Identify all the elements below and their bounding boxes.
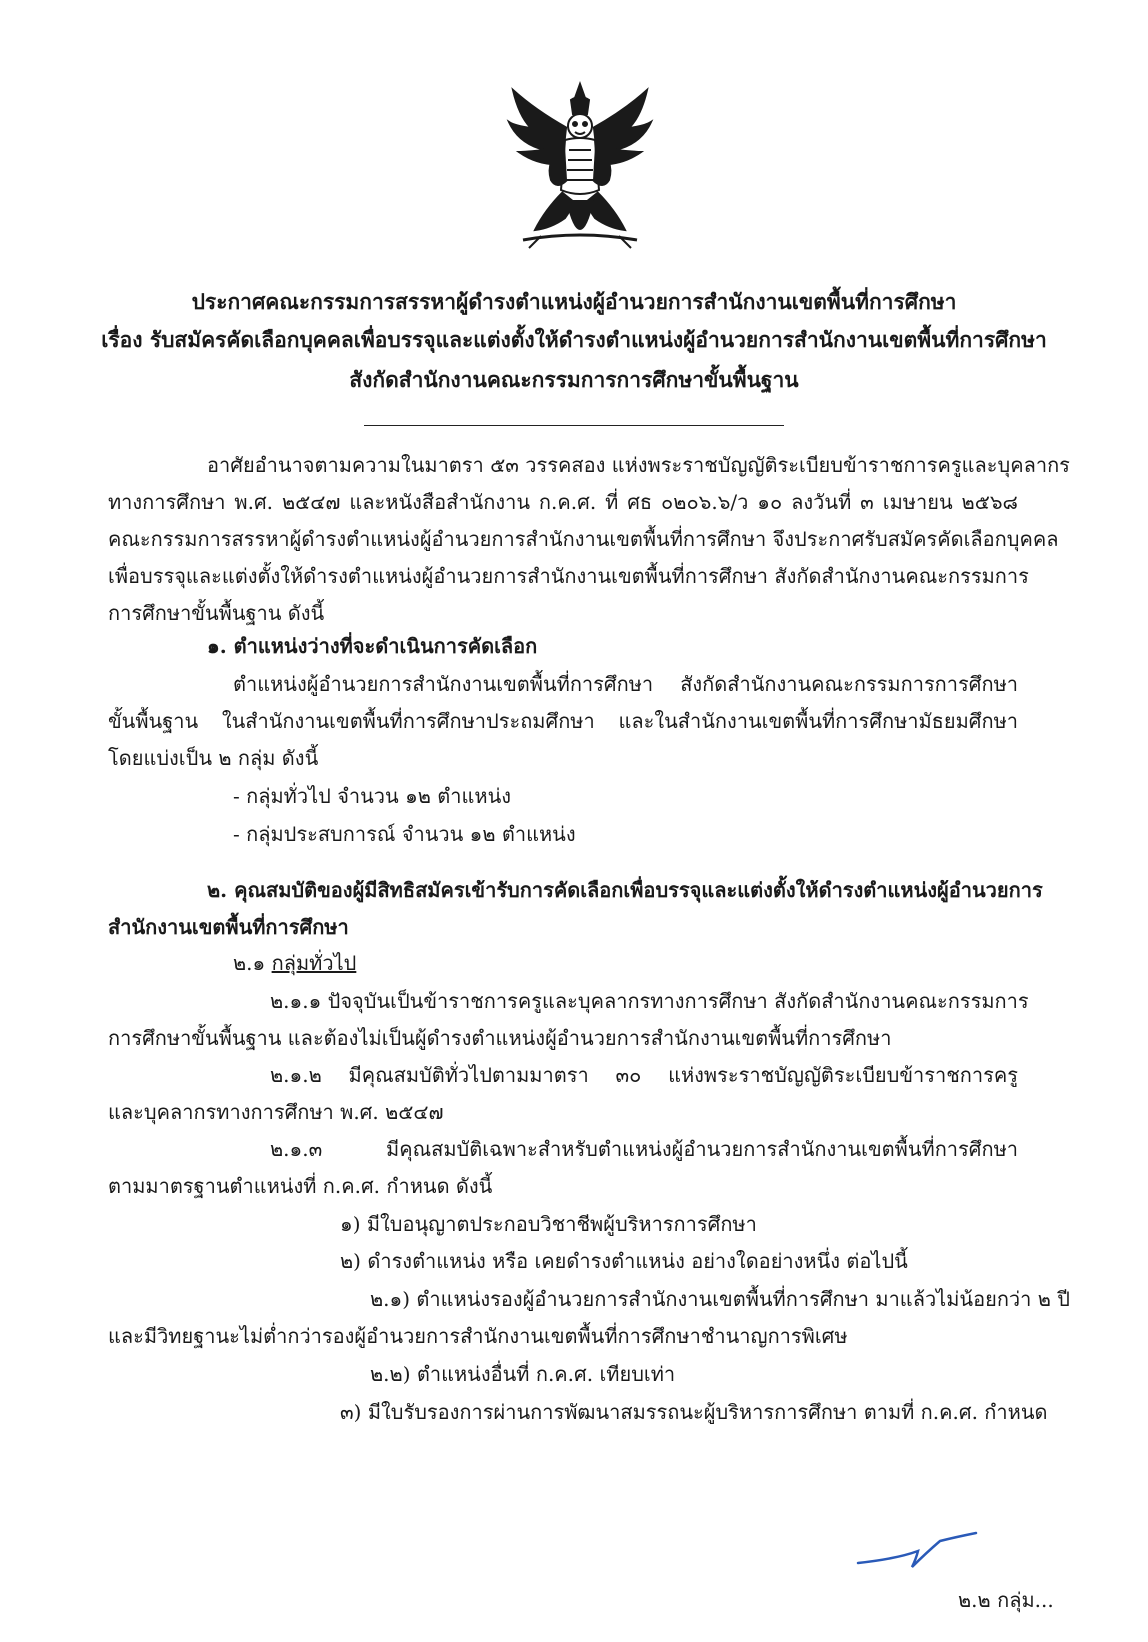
subsection-number: ๒.๑ [233,951,266,975]
qualification-2: ๒) ดำรงตำแหน่ง หรือ เคยดำรงตำแหน่ง อย่างใดอย่างหนึ่ง ต่อไปนี้ [340,1249,908,1273]
subsection-label: กลุ่มทั่วไป [271,951,357,975]
clause-2-1-2-line-1: ๒.๑.๒ มีคุณสมบัติทั่วไปตามมาตรา ๓๐ แห่งพระราชบัญญัติระเบียบข้าราชการครู [270,1063,1018,1087]
section-1-heading: ๑. ตำแหน่งว่างที่จะดำเนินการคัดเลือก [207,634,538,658]
clause-2-1-1-line-2: การศึกษาขั้นพื้นฐาน และต้องไม่เป็นผู้ดำรงตำแหน่งผู้อำนวยการสำนักงานเขตพื้นที่การศึกษา [108,1026,892,1050]
continuation-note: ๒.๒ กลุ่ม... [958,1588,1054,1612]
intro-line-3: คณะกรรมการสรรหาผู้ดำรงตำแหน่งผู้อำนวยการสำนักงานเขตพื้นที่การศึกษา จึงประกาศรับสมัครคัดเลือกบุคคล [108,527,1059,551]
subsection-2-1 [233,945,356,981]
qualification-2-1-line-2: และมีวิทยฐานะไม่ต่ำกว่ารองผู้อำนวยการสำนักงานเขตพื้นที่การศึกษาชำนาญการพิเศษ [108,1324,848,1348]
garuda-emblem [505,80,655,258]
clause-2-1-2-line-2: และบุคลากรทางการศึกษา พ.ศ. ๒๕๔๗ [108,1100,444,1124]
qualification-2-1-line-1: ๒.๑) ตำแหน่งรองผู้อำนวยการสำนักงานเขตพื้นที่การศึกษา มาแล้วไม่น้อยกว่า ๒ ปี [370,1287,1070,1311]
signature-initials [856,1529,986,1569]
qualification-3: ๓) มีใบรับรองการผ่านการพัฒนาสมรรถนะผู้บริหารการศึกษา ตามที่ ก.ค.ศ. กำหนด [340,1400,1048,1424]
qualification-2-2: ๒.๒) ตำแหน่งอื่นที่ ก.ค.ศ. เทียบเท่า [370,1362,676,1386]
intro-line-2: ทางการศึกษา พ.ศ. ๒๕๔๗ และหนังสือสำนักงาน ก.ค.ศ. ที่ ศธ ๐๒๐๖.๖/ว ๑๐ ลงวันที่ ๓ เมษายน ๒๕๖๘ [108,490,1018,514]
header-line-3: สังกัดสำนักงานคณะกรรมการการศึกษาขั้นพื้นฐาน [349,367,799,392]
intro-line-1: อาศัยอำนาจตามความในมาตรา ๕๓ วรรคสอง แห่งพระราชบัญญัติระเบียบข้าราชการครูและบุคลากร [207,453,1070,477]
intro-line-5: การศึกษาขั้นพื้นฐาน ดังนี้ [108,601,325,625]
clause-2-1-3-line-2: ตามมาตรฐานตำแหน่งที่ ก.ค.ศ. กำหนด ดังนี้ [108,1174,493,1198]
list-item: - กลุ่มประสบการณ์ จำนวน ๑๒ ตำแหน่ง [233,822,576,846]
clause-2-1-1-line-1: ๒.๑.๑ ปัจจุบันเป็นข้าราชการครูและบุคลากรทางการศึกษา สังกัดสำนักงานคณะกรรมการ [270,989,1029,1013]
clause-2-1-3-line-1: ๒.๑.๓ มีคุณสมบัติเฉพาะสำหรับตำแหน่งผู้อำนวยการสำนักงานเขตพื้นที่การศึกษา [270,1137,1018,1161]
section-2-heading-line-1: ๒. คุณสมบัติของผู้มีสิทธิสมัครเข้ารับการคัดเลือกเพื่อบรรจุและแต่งตั้งให้ดำรงตำแหน่งผู้อำนวยการ [207,878,1043,902]
intro-line-4: เพื่อบรรจุและแต่งตั้งให้ดำรงตำแหน่งผู้อำนวยการสำนักงานเขตพื้นที่การศึกษา สังกัดสำนักงานคณะกรรมการ [108,564,1029,588]
qualification-1: ๑) มีใบอนุญาตประกอบวิชาชีพผู้บริหารการศึกษา [340,1212,757,1236]
list-item: - กลุ่มทั่วไป จำนวน ๑๒ ตำแหน่ง [233,784,512,808]
section-1-para-line-1: ตำแหน่งผู้อำนวยการสำนักงานเขตพื้นที่การศึกษา สังกัดสำนักงานคณะกรรมการการศึกษา [233,672,1018,696]
section-1-para-line-2: ขั้นพื้นฐาน ในสำนักงานเขตพื้นที่การศึกษาประถมศึกษา และในสำนักงานเขตพื้นที่การศึกษามัธยมศึกษา [108,709,1018,733]
section-2-heading-line-2: สำนักงานเขตพื้นที่การศึกษา [108,915,349,939]
header-divider [364,425,784,426]
section-1-para-line-3: โดยแบ่งเป็น ๒ กลุ่ม ดังนี้ [108,746,319,770]
header-line-1: ประกาศคณะกรรมการสรรหาผู้ดำรงตำแหน่งผู้อำนวยการสำนักงานเขตพื้นที่การศึกษา [191,289,957,314]
header-line-2: เรื่อง รับสมัครคัดเลือกบุคคลเพื่อบรรจุและแต่งตั้งให้ดำรงตำแหน่งผู้อำนวยการสำนักงานเขตพื้นที่การศึกษา [101,327,1047,352]
